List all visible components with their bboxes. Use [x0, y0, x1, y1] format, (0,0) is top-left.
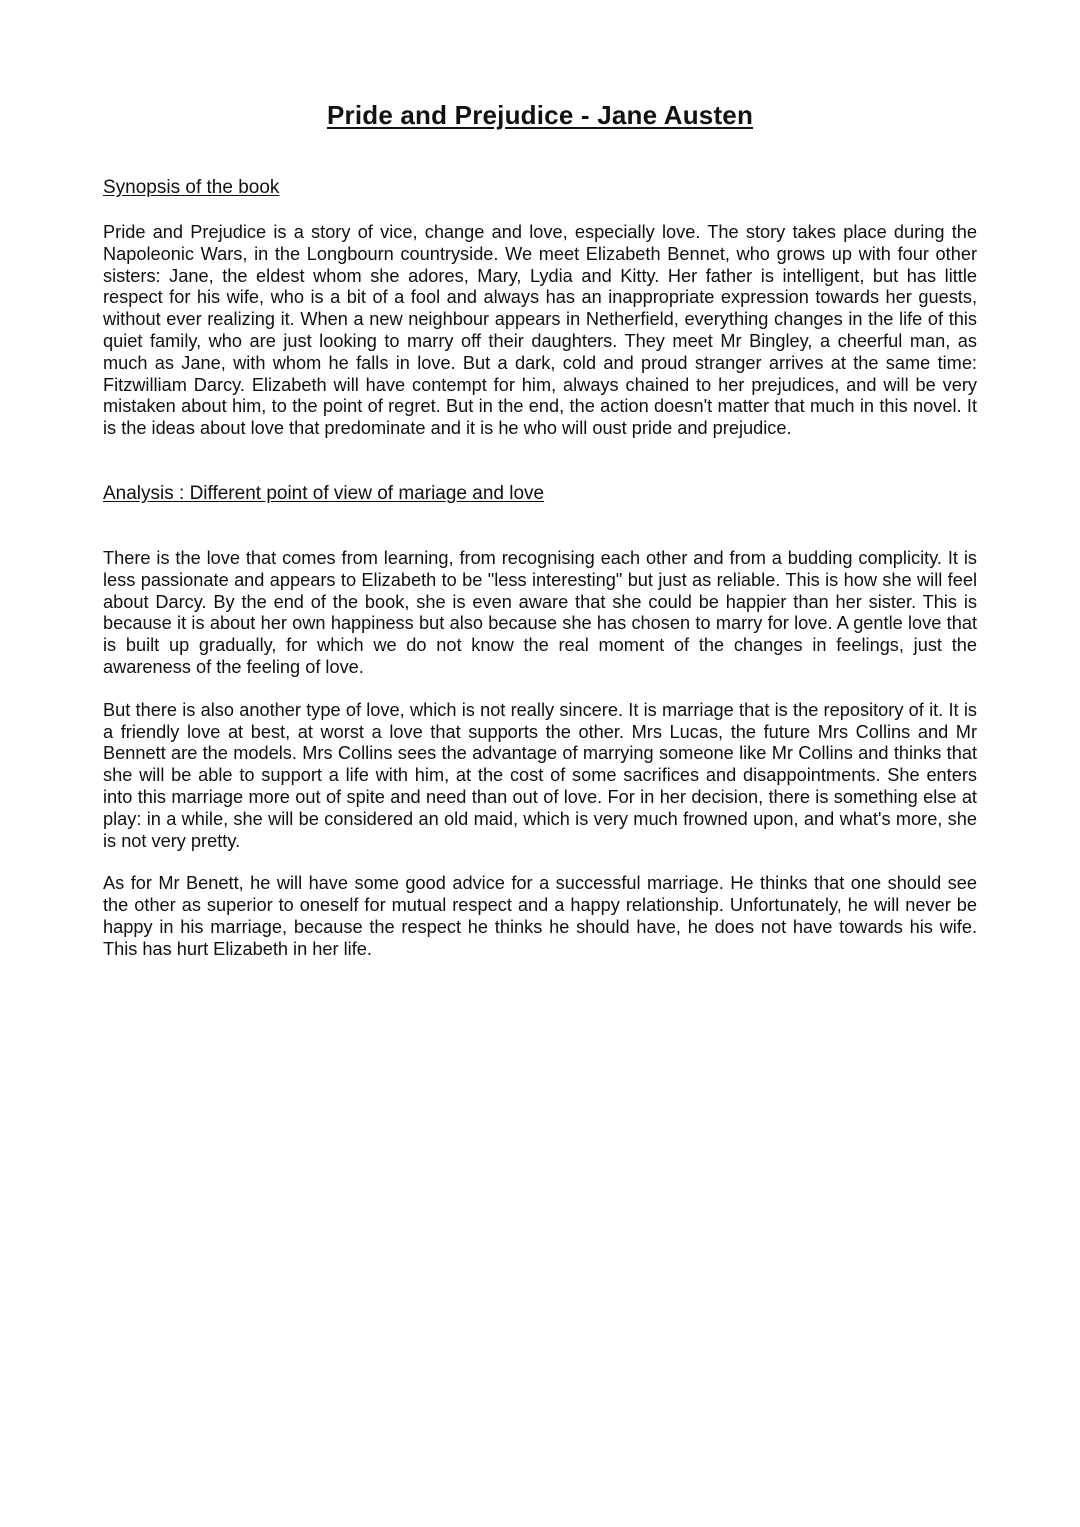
document-title: Pride and Prejudice - Jane Austen: [326, 100, 754, 130]
analysis-paragraph: There is the love that comes from learning, from recognising each other and from a budding complicity. It is less passionate and appears to Elizabeth to be "less interesting" but just as reliable. This is how she will feel about Darcy. By the end of the book, she is even aware that she could be happier than her sister. This is because it is about her own happiness but also because she has chosen to marry for love. A gentle love that is built up gradually, for which we do not know the real moment of the changes in feelings, just the awareness of the feeling of love.: [103, 547, 977, 677]
analysis-paragraph: As for Mr Benett, he will have some good advice for a successful marriage. He thinks that one should see the other as superior to oneself for mutual respect and a happy relationship. Unfortunately, he will never be happy in his marriage, because the respect he thinks he should have, he does not have towards his wife. This has hurt Elizabeth in her life.: [103, 873, 977, 959]
document-body: [103, 176, 977, 961]
analysis-heading: Analysis : Different point of view of mariage and love: [103, 482, 545, 504]
synopsis-heading: Synopsis of the book: [103, 177, 280, 198]
synopsis-paragraph: Pride and Prejudice is a story of vice, change and love, especially love. The story takes place during the Napoleonic Wars, in the Longbourn countryside. We meet Elizabeth Bennet, who grows up with four other sisters: Jane, the eldest whom she adores, Mary, Lydia and Kitty. Her father is intelligent, but has little respect for his wife, who is a bit of a fool and always has an inappropriate expression towards her guests, without ever realizing it. When a new neighbour appears in Netherfield, everything changes in the life of this quiet family, who are just looking to marry off their daughters. They meet Mr Bingley, a cheerful man, as much as Jane, with whom he falls in love. But a dark, cold and proud stranger arrives at the same time: Fitzwilliam Darcy. Elizabeth will have contempt for him, always chained to her prejudices, and will be very mistaken about him, to the point of regret. But in the end, the action doesn't matter that much in this novel. It is the ideas about love that predominate and it is he who will oust pride and prejudice.: [103, 222, 977, 439]
analysis-paragraph: But there is also another type of love, which is not really sincere. It is marriage that is the repository of it. It is a friendly love at best, at worst a love that supports the other. Mrs Lucas, the future Mrs Collins and Mr Bennett are the models. Mrs Collins sees the advantage of marrying someone like Mr Collins and thinks that she will be able to support a life with him, at the cost of some sacrifices and disappointments. She enters into this marriage more out of spite and need than out of love. For in her decision, there is something else at play: in a while, she will be considered an old maid, which is very much frowned upon, and what's more, she is not very pretty.: [103, 699, 977, 851]
